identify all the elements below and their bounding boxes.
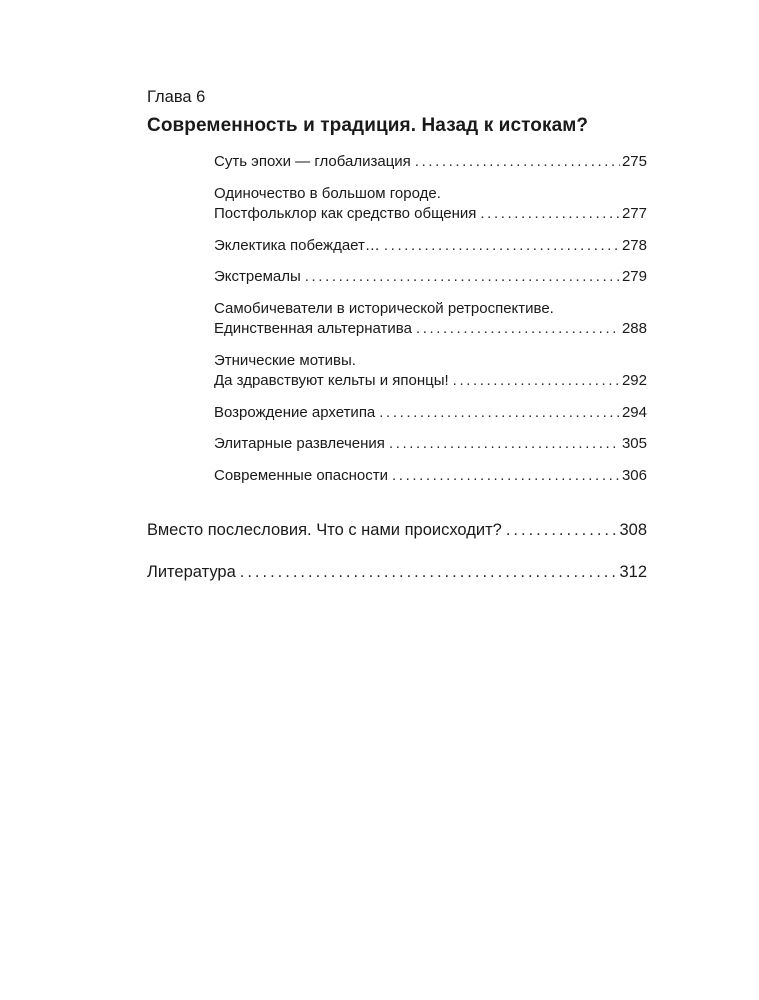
toc-top-entry-title: Литература (147, 563, 236, 581)
toc-entry (214, 434, 647, 455)
dot-leader (384, 236, 620, 257)
toc-entry-page: 306 (621, 466, 647, 484)
toc-entry (214, 236, 647, 257)
toc-entry-page: 305 (621, 435, 647, 452)
toc-top-entries (147, 519, 647, 583)
toc-entry-title: Элитарные развлечения (214, 435, 385, 452)
dot-leader (506, 519, 618, 541)
dot-leader (453, 371, 620, 392)
toc-entry (214, 184, 647, 225)
dot-leader (240, 561, 618, 583)
toc-entry-title: Возрождение архетипа (214, 403, 376, 421)
toc-entry-title: Суть эпохи — глобализация (214, 153, 411, 170)
toc-entry-title-line: Одиночество в большом городе. (214, 184, 441, 202)
toc-entry-title: Эклектика побеждает… (214, 236, 380, 254)
toc-entry-title-line: Этнические мотивы. (214, 351, 356, 369)
toc-top-entry-title: Вместо послесловия. Что с нами происходит? (147, 521, 502, 539)
toc-entry-page: 275 (621, 153, 647, 170)
dot-leader (480, 204, 620, 225)
dot-leader (415, 152, 620, 173)
toc-entry-title: Современные опасности (214, 466, 389, 484)
dot-leader (389, 434, 620, 455)
toc-top-entry (147, 561, 647, 583)
toc-entry (214, 403, 647, 424)
toc-entry (214, 152, 647, 173)
toc-entry-title-line: Самобичеватели в исторической ретроспективе. (214, 299, 554, 317)
toc-entry (214, 299, 647, 340)
toc-entry-page: 288 (621, 320, 647, 337)
dot-leader (305, 267, 620, 288)
dot-leader (416, 319, 620, 340)
toc-top-entry (147, 519, 647, 541)
toc-top-entry-page: 312 (619, 563, 647, 581)
toc-entry-title: Постфольклор как средство общения (214, 205, 477, 222)
toc-entry-page: 277 (621, 205, 647, 222)
toc-entry-title: Экстремалы (214, 268, 301, 285)
toc-entry-page: 279 (621, 268, 647, 285)
toc-entry-title: Да здравствуют кельты и японцы! (214, 372, 449, 389)
toc-entry-title: Единственная альтернатива (214, 320, 412, 337)
toc-entry-page: 292 (621, 372, 647, 389)
toc-entry (214, 267, 647, 288)
dot-leader (379, 403, 620, 424)
toc-entry (214, 466, 647, 487)
toc-top-entry-page: 308 (619, 521, 647, 539)
toc-page (147, 86, 647, 603)
chapter-label: Глава 6 (147, 88, 206, 106)
chapter-title: Современность и традиция. Назад к истокам? (147, 115, 589, 136)
toc-entry-page: 294 (621, 403, 647, 421)
toc-entry (214, 351, 647, 392)
toc-entries (214, 152, 647, 486)
toc-entry-page: 278 (621, 236, 647, 254)
dot-leader (392, 466, 620, 487)
